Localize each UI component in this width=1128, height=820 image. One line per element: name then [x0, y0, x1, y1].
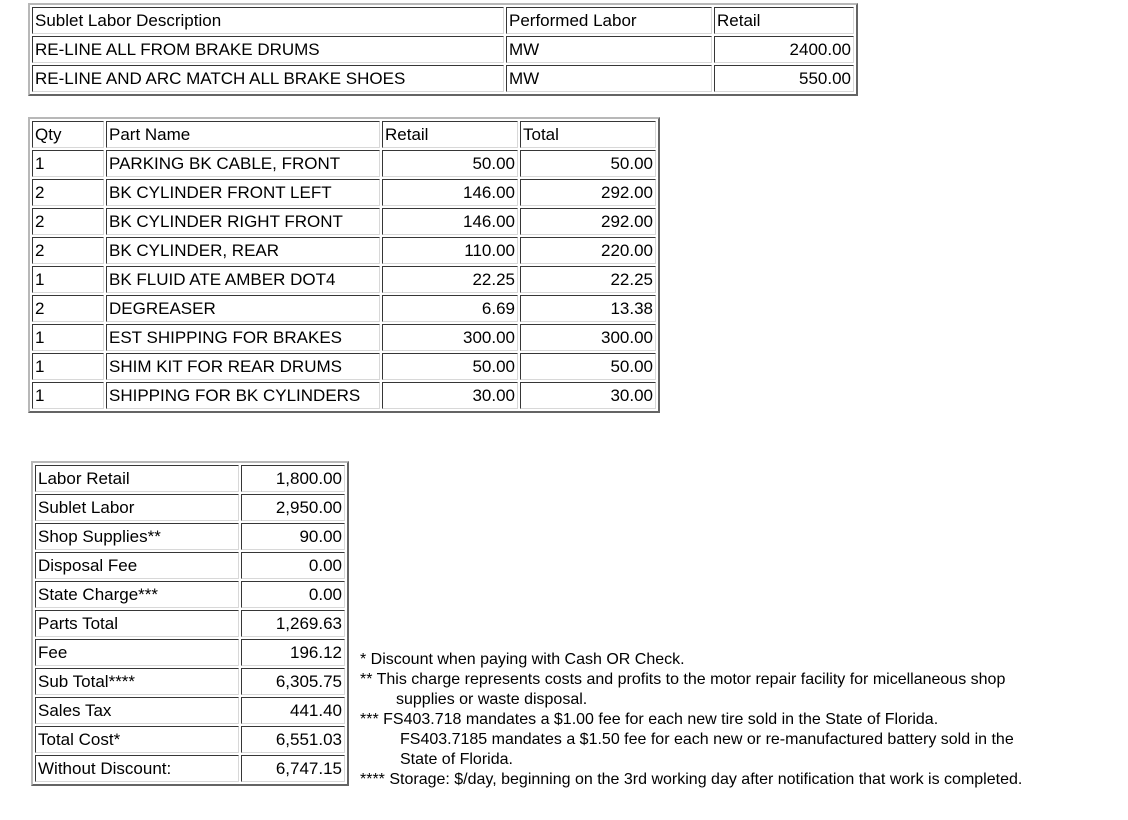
total-value: 196.12 — [241, 639, 345, 666]
part-retail: 6.69 — [382, 295, 518, 322]
total-value: 90.00 — [241, 523, 345, 550]
total-label: Sub Total**** — [35, 668, 239, 695]
part-name: BK CYLINDER, REAR — [106, 237, 380, 264]
total-value: 0.00 — [241, 552, 345, 579]
column-header: Sublet Labor Description — [32, 7, 504, 34]
total-value: 1,269.63 — [241, 610, 345, 637]
part-total: 300.00 — [520, 324, 656, 351]
column-header: Retail — [382, 121, 518, 148]
table-row — [35, 523, 345, 550]
part-retail: 50.00 — [382, 150, 518, 177]
total-value: 6,551.03 — [241, 726, 345, 753]
part-name: BK CYLINDER FRONT LEFT — [106, 179, 380, 206]
total-label: Sales Tax — [35, 697, 239, 724]
footnote-state-charge-cont2: State of Florida. — [400, 751, 513, 768]
column-header: Qty — [32, 121, 104, 148]
table-row — [32, 266, 656, 293]
part-name: BK CYLINDER RIGHT FRONT — [106, 208, 380, 235]
total-value: 6,305.75 — [241, 668, 345, 695]
total-label: Fee — [35, 639, 239, 666]
table-row — [35, 697, 345, 724]
part-total: 292.00 — [520, 179, 656, 206]
table-header-row — [32, 7, 854, 34]
table-row — [32, 36, 854, 63]
sublet-performed: MW — [506, 36, 712, 63]
part-qty: 1 — [32, 150, 104, 177]
total-value: 1,800.00 — [241, 465, 345, 492]
part-retail: 22.25 — [382, 266, 518, 293]
part-qty: 2 — [32, 208, 104, 235]
part-name: EST SHIPPING FOR BRAKES — [106, 324, 380, 351]
total-label: Disposal Fee — [35, 552, 239, 579]
table-row — [32, 179, 656, 206]
table-row — [32, 295, 656, 322]
part-retail: 300.00 — [382, 324, 518, 351]
table-row — [35, 581, 345, 608]
parts-table — [28, 117, 660, 413]
table-row — [35, 639, 345, 666]
part-retail: 110.00 — [382, 237, 518, 264]
footnotes — [360, 650, 1022, 790]
total-value: 441.40 — [241, 697, 345, 724]
table-row — [32, 65, 854, 92]
total-label: Sublet Labor — [35, 494, 239, 521]
part-qty: 1 — [32, 382, 104, 409]
part-total: 22.25 — [520, 266, 656, 293]
part-qty: 1 — [32, 353, 104, 380]
table-row — [32, 237, 656, 264]
part-retail: 146.00 — [382, 208, 518, 235]
part-retail: 50.00 — [382, 353, 518, 380]
part-name: SHIPPING FOR BK CYLINDERS — [106, 382, 380, 409]
footnote-state-charge: *** FS403.718 mandates a $1.00 fee for each new tire sold in the State of Florida. — [360, 711, 939, 728]
sublet-description: RE-LINE AND ARC MATCH ALL BRAKE SHOES — [32, 65, 504, 92]
table-row — [35, 465, 345, 492]
table-row — [35, 668, 345, 695]
totals-table — [31, 461, 349, 786]
part-qty: 1 — [32, 324, 104, 351]
sublet-description: RE-LINE ALL FROM BRAKE DRUMS — [32, 36, 504, 63]
footnote-shop-supplies-cont: supplies or waste disposal. — [396, 691, 588, 708]
table-row — [32, 324, 656, 351]
table-row — [32, 208, 656, 235]
total-value: 2,950.00 — [241, 494, 345, 521]
part-name: SHIM KIT FOR REAR DRUMS — [106, 353, 380, 380]
column-header: Part Name — [106, 121, 380, 148]
sublet-labor-table — [28, 3, 858, 96]
part-qty: 1 — [32, 266, 104, 293]
total-label: Total Cost* — [35, 726, 239, 753]
table-row — [32, 353, 656, 380]
column-header: Performed Labor — [506, 7, 712, 34]
part-qty: 2 — [32, 179, 104, 206]
total-label: Shop Supplies** — [35, 523, 239, 550]
table-row — [35, 610, 345, 637]
sublet-performed: MW — [506, 65, 712, 92]
part-name: BK FLUID ATE AMBER DOT4 — [106, 266, 380, 293]
footnote-discount: * Discount when paying with Cash OR Check. — [360, 651, 685, 668]
table-row — [35, 494, 345, 521]
column-header: Total — [520, 121, 656, 148]
table-row — [35, 552, 345, 579]
total-label: Parts Total — [35, 610, 239, 637]
total-label: Without Discount: — [35, 755, 239, 782]
footnote-storage: **** Storage: $/day, beginning on the 3rd working day after notification that work is completed. — [360, 771, 1023, 788]
footnote-state-charge-cont: FS403.7185 mandates a $1.50 fee for each new or re-manufactured battery sold in the — [400, 731, 1014, 748]
total-value: 0.00 — [241, 581, 345, 608]
total-value: 6,747.15 — [241, 755, 345, 782]
part-total: 50.00 — [520, 150, 656, 177]
table-row — [35, 726, 345, 753]
table-row — [35, 755, 345, 782]
footnote-shop-supplies: ** This charge represents costs and profits to the motor repair facility for micellaneous shop — [360, 671, 1006, 688]
table-row — [32, 150, 656, 177]
column-header: Retail — [714, 7, 854, 34]
part-name: PARKING BK CABLE, FRONT — [106, 150, 380, 177]
total-label: State Charge*** — [35, 581, 239, 608]
total-label: Labor Retail — [35, 465, 239, 492]
part-total: 220.00 — [520, 237, 656, 264]
part-qty: 2 — [32, 237, 104, 264]
part-retail: 146.00 — [382, 179, 518, 206]
sublet-retail: 550.00 — [714, 65, 854, 92]
table-row — [32, 382, 656, 409]
part-total: 30.00 — [520, 382, 656, 409]
part-total: 50.00 — [520, 353, 656, 380]
part-qty: 2 — [32, 295, 104, 322]
table-header-row — [32, 121, 656, 148]
part-total: 13.38 — [520, 295, 656, 322]
part-retail: 30.00 — [382, 382, 518, 409]
part-name: DEGREASER — [106, 295, 380, 322]
sublet-retail: 2400.00 — [714, 36, 854, 63]
part-total: 292.00 — [520, 208, 656, 235]
